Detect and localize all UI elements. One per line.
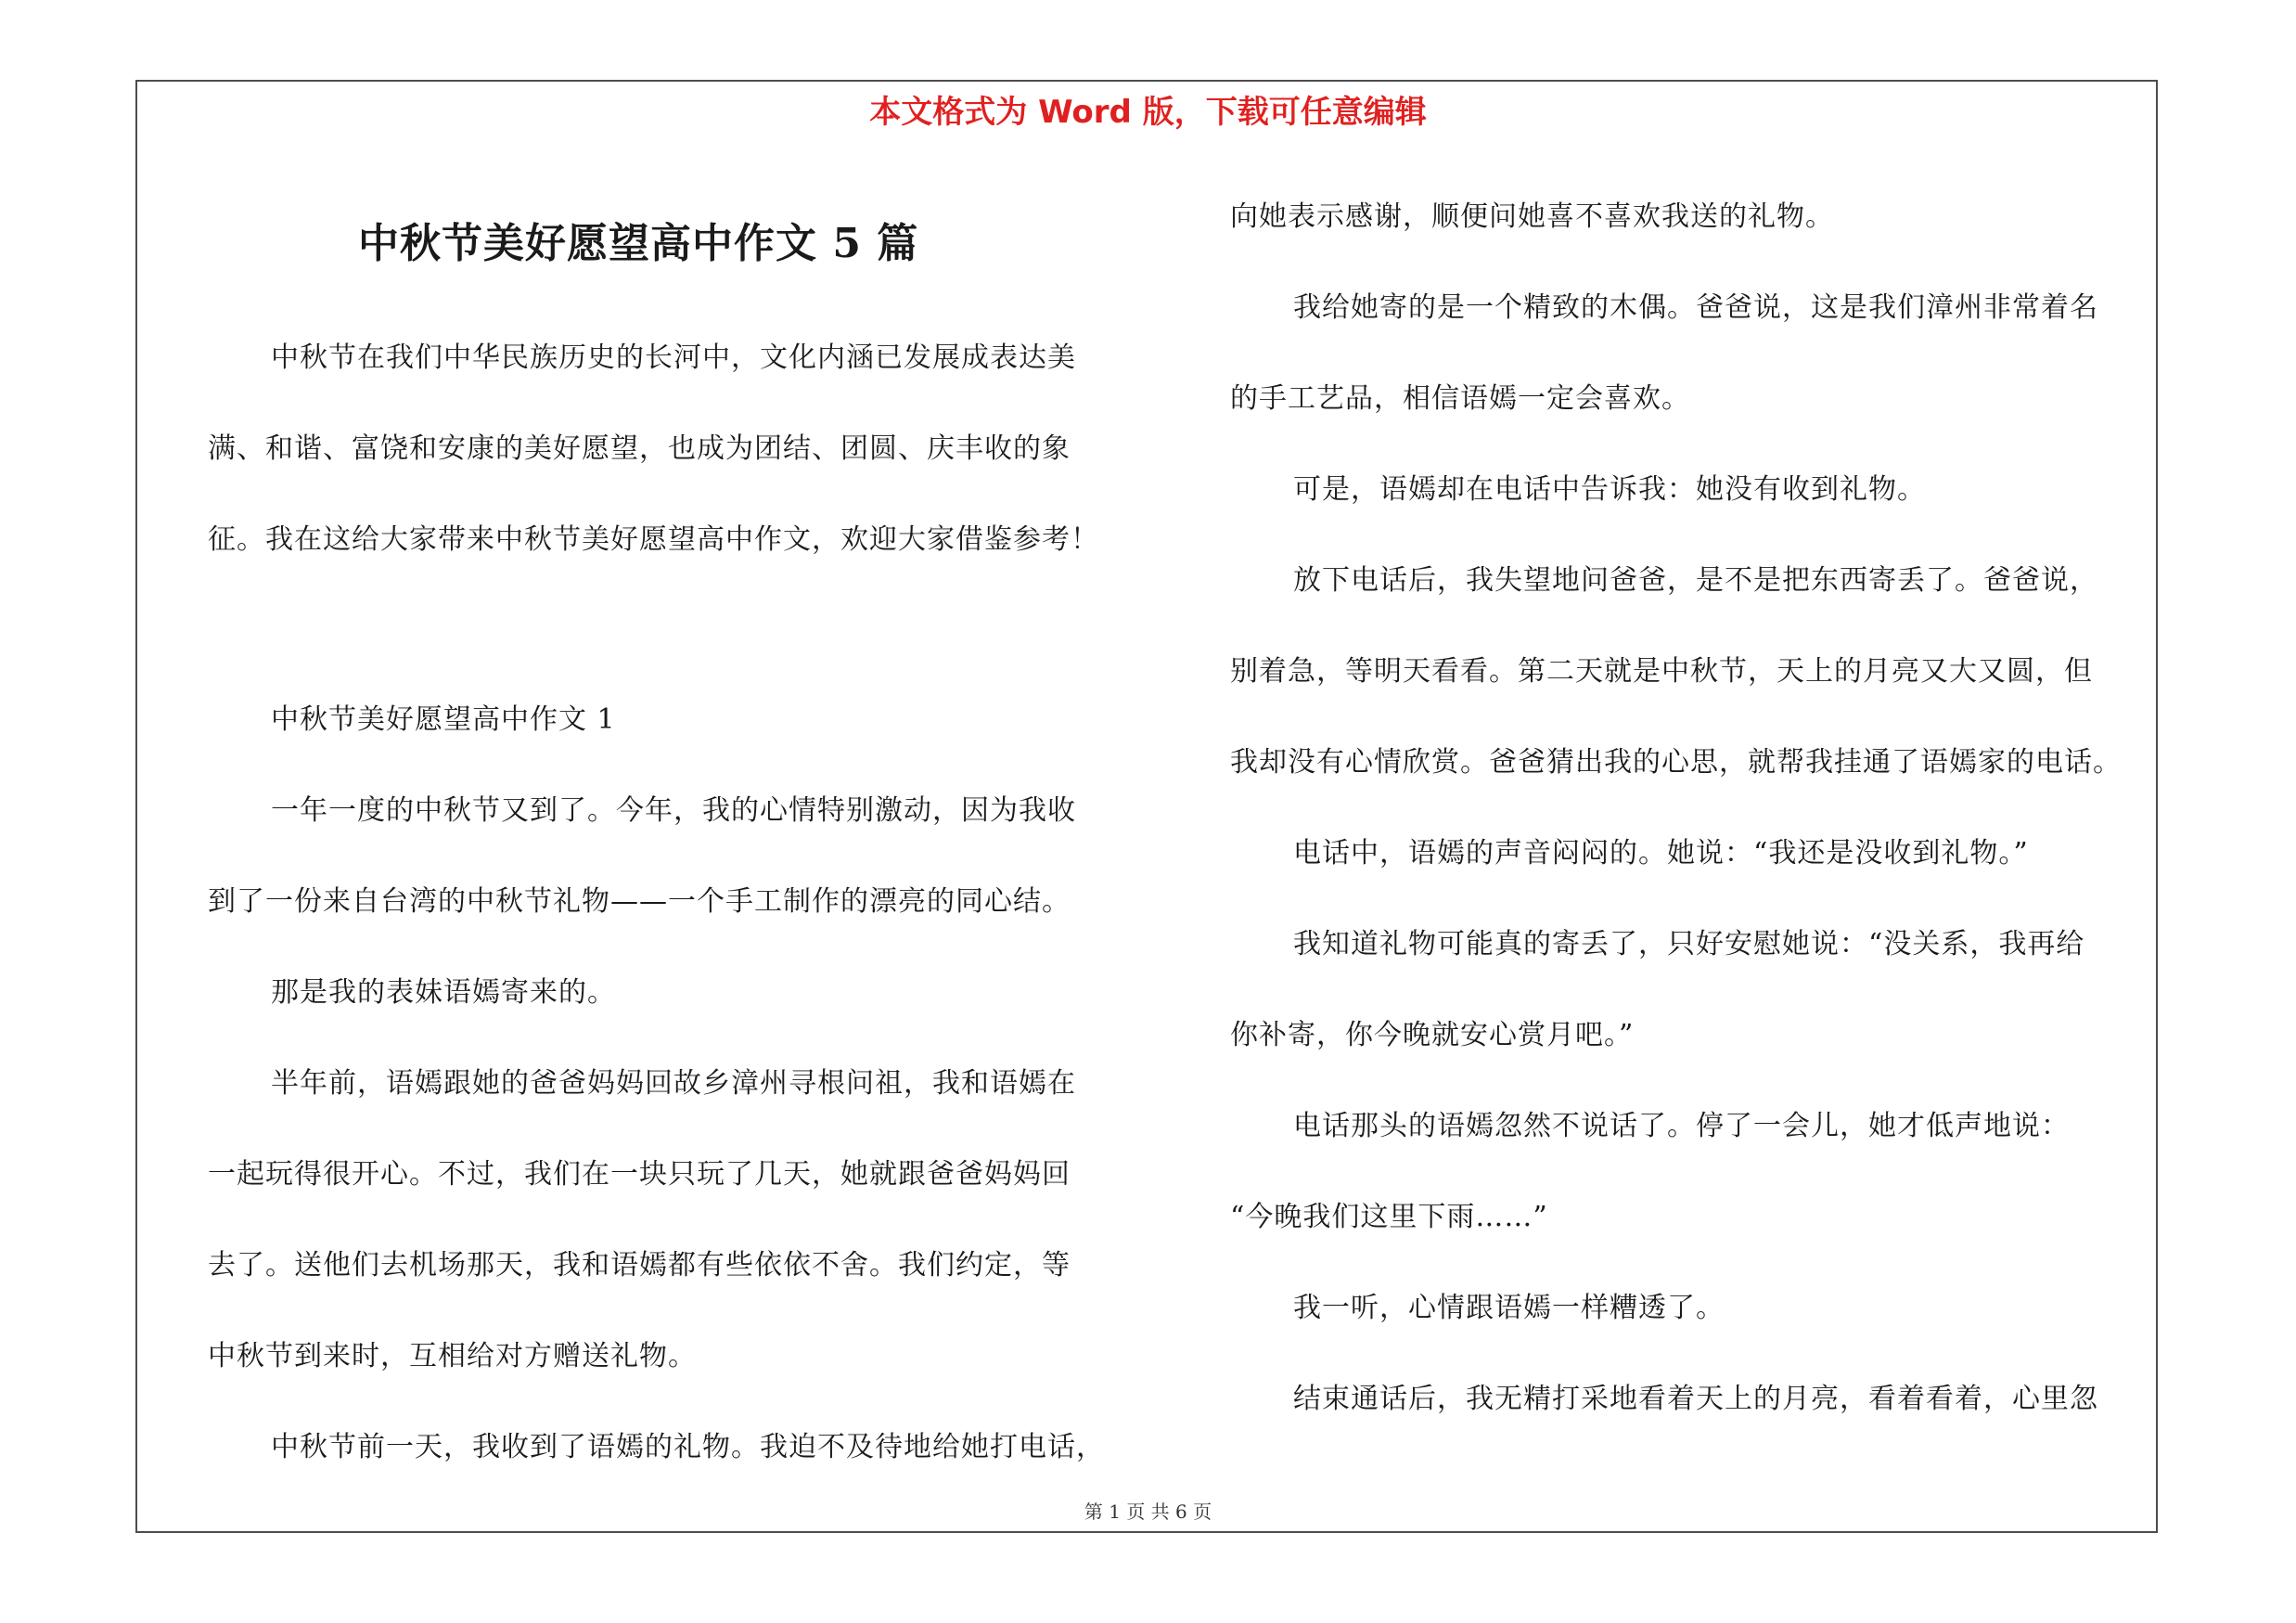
body-line: 一起玩得很开心。不过，我们在一块只玩了几天，她就跟爸爸妈妈回 <box>208 1158 1071 1191</box>
body-line: 的手工艺品，相信语嫣一定会喜欢。 <box>1230 382 1690 415</box>
body-line: 中秋节前一天，我收到了语嫣的礼物。我迫不及待地给她打电话， <box>271 1431 1105 1463</box>
body-line: 半年前，语嫣跟她的爸爸妈妈回故乡漳州寻根问祖，我和语嫣在 <box>271 1067 1076 1100</box>
body-line: 放下电话后，我失望地问爸爸，是不是把东西寄丢了。爸爸说， <box>1293 564 2098 597</box>
body-line: 征。我在这给大家带来中秋节美好愿望高中作文，欢迎大家借鉴参考！ <box>208 523 1099 556</box>
body-line: 到了一份来自台湾的中秋节礼物——一个手工制作的漂亮的同心结。 <box>208 885 1071 918</box>
body-line: 电话那头的语嫣忽然不说话了。停了一会儿，她才低声地说： <box>1293 1110 2070 1142</box>
page-footer: 第 1 页 共 6 页 <box>1084 1501 1212 1523</box>
section-heading: 中秋节美好愿望高中作文 1 <box>271 703 616 736</box>
body-line: 电话中，语嫣的声音闷闷的。她说：“我还是没收到礼物。” <box>1293 837 2029 869</box>
body-line: 我却没有心情欣赏。爸爸猜出我的心思，就帮我挂通了语嫣家的电话。 <box>1230 746 2122 779</box>
body-line: 中秋节在我们中华民族历史的长河中，文化内涵已发展成表达美 <box>271 341 1076 374</box>
body-line: 我知道礼物可能真的寄丢了，只好安慰她说：“没关系，我再给 <box>1293 928 2085 960</box>
body-line: 我一听，心情跟语嫣一样糟透了。 <box>1293 1292 1725 1324</box>
body-line: 我给她寄的是一个精致的木偶。爸爸说，这是我们漳州非常着名 <box>1293 291 2098 324</box>
body-line: 向她表示感谢，顺便问她喜不喜欢我送的礼物。 <box>1230 200 1834 233</box>
body-line: 结束通话后，我无精打采地看着天上的月亮，看着看着，心里忽 <box>1293 1383 2098 1415</box>
body-line: 中秋节到来时，互相给对方赠送礼物。 <box>208 1340 697 1372</box>
body-line: 满、和谐、富饶和安康的美好愿望，也成为团结、团圆、庆丰收的象 <box>208 432 1071 465</box>
body-line: 别着急，等明天看看。第二天就是中秋节，天上的月亮又大又圆，但 <box>1230 655 2093 688</box>
body-line: 去了。送他们去机场那天，我和语嫣都有些依依不舍。我们约定，等 <box>208 1249 1071 1282</box>
body-line: 一年一度的中秋节又到了。今年，我的心情特别激动，因为我收 <box>271 794 1076 827</box>
body-line: 可是，语嫣却在电话中告诉我：她没有收到礼物。 <box>1293 473 1926 506</box>
body-line: 你补寄，你今晚就安心赏月吧。” <box>1230 1019 1635 1051</box>
format-banner: 本文格式为 Word 版，下载可任意编辑 <box>869 94 1427 131</box>
document-title: 中秋节美好愿望高中作文 5 篇 <box>358 220 919 267</box>
body-line: “今晚我们这里下雨……” <box>1230 1201 1548 1233</box>
body-line: 那是我的表妹语嫣寄来的。 <box>271 976 616 1009</box>
